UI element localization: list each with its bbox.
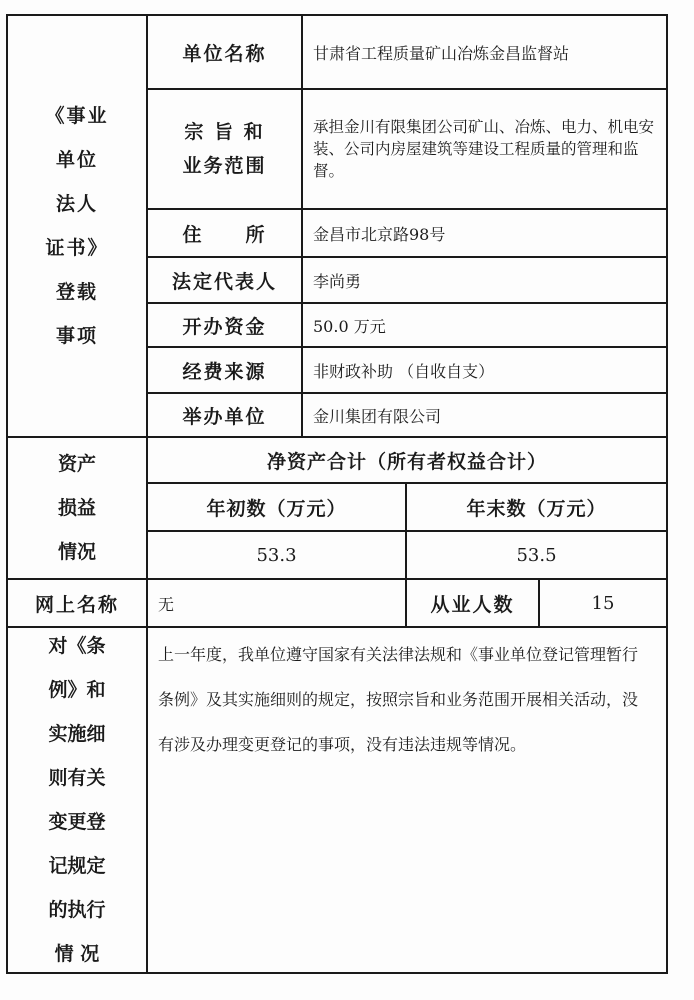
registration-section-label (8, 16, 146, 436)
compliance-label-line: 实施细 (48, 723, 106, 745)
legal-representative-value: 李尚勇 (313, 271, 362, 291)
beginning-balance-value: 53.3 (256, 544, 297, 566)
compliance-section-label (8, 628, 146, 972)
online-name-label: 网上名称 (34, 593, 119, 616)
funding-source-label: 经费来源 (182, 360, 267, 383)
compliance-label-line: 则有关 (48, 767, 106, 789)
compliance-statement: 上一年度，我单位遵守国家有关法律法规和《事业单位登记管理暂行条例》及其实施细则的规定，按照宗旨和业务范围开展相关活动，没有涉及办理变更登记的事项，没有违法违规等情况。 (158, 645, 639, 754)
compliance-label-line: 情 况 (54, 943, 100, 965)
compliance-label-line: 变更登 (48, 811, 106, 833)
employees-label: 从业人数 (430, 593, 515, 616)
purpose-scope-value: 承担金川有限集团公司矿山、冶炼、电力、机电安装、公司内房屋建筑等建设工程质量的管理和监督。 (313, 118, 655, 180)
section-label-line: 《事业 (45, 105, 109, 127)
table-border-right (666, 14, 668, 974)
assets-label-line: 资产 (57, 453, 96, 475)
section-label-line: 事项 (55, 325, 98, 347)
funding-source-value: 非财政补助 （自收自支） (313, 361, 495, 381)
ending-balance-label: 年末数（万元） (466, 497, 607, 520)
employees-value: 15 (591, 592, 615, 614)
net-assets-header: 净资产合计（所有者权益合计） (266, 450, 547, 473)
unit-name-label: 单位名称 (182, 42, 267, 65)
assets-section-label (8, 438, 146, 578)
compliance-label-line: 的执行 (48, 899, 106, 921)
legal-representative-label: 法定代表人 (171, 270, 277, 293)
registered-capital-label: 开办资金 (182, 315, 267, 338)
compliance-label-line: 记规定 (48, 855, 106, 877)
purpose-scope-label-line: 宗 旨 和 (184, 121, 265, 143)
section-label-line: 法人 (55, 193, 98, 215)
online-name-value: 无 (158, 594, 175, 614)
beginning-balance-label: 年初数（万元） (206, 497, 347, 520)
registered-capital-value: 50.0 万元 (313, 316, 386, 336)
ending-balance-value: 53.5 (516, 544, 557, 566)
section-label-line: 单位 (55, 149, 98, 171)
address-label: 住 所 (182, 223, 267, 246)
unit-name-value: 甘肃省工程质量矿山冶炼金昌监督站 (313, 43, 570, 63)
sponsor-label: 举办单位 (182, 405, 267, 428)
section-label-line: 证书》 (45, 237, 109, 259)
compliance-label-line: 例》和 (48, 679, 106, 701)
address-value: 金昌市北京路98号 (313, 224, 446, 244)
sponsor-value: 金川集团有限公司 (313, 406, 442, 426)
purpose-scope-label (148, 90, 301, 208)
purpose-scope-label-line: 业务范围 (182, 155, 267, 177)
assets-label-line: 损益 (57, 497, 96, 519)
compliance-label-line: 对《条 (48, 635, 106, 657)
assets-label-line: 情况 (57, 541, 96, 563)
section-label-line: 登载 (55, 281, 98, 303)
